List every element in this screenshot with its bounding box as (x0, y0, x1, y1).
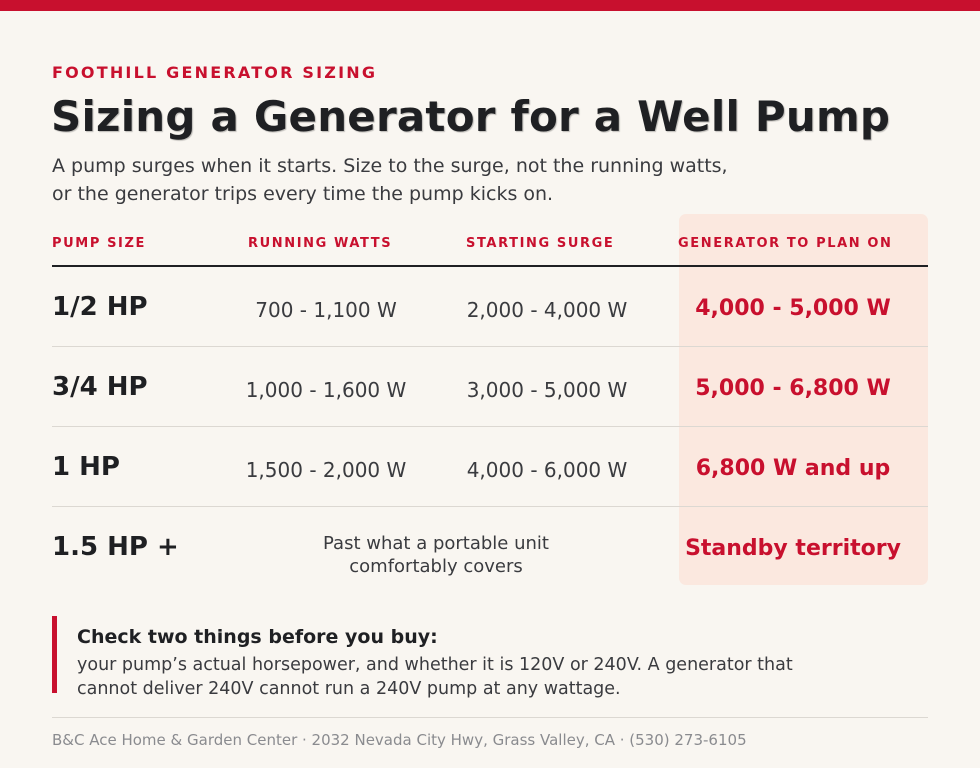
page-title: Sizing a Generator for a Well Pump (51, 92, 891, 141)
starting-surge-cell: 2,000 - 4,000 W (466, 298, 628, 322)
note-line-2: comfortably covers (349, 556, 523, 577)
eyebrow-label: FOOTHILL GENERATOR SIZING (52, 63, 378, 82)
callout-line-2: cannot deliver 240V cannot run a 240V pump at any wattage. (77, 679, 621, 699)
running-watts-cell: 1,000 - 1,600 W (245, 378, 407, 402)
pump-size-cell: 3/4 HP (52, 372, 148, 402)
generator-plan-cell: 5,000 - 6,800 W (695, 376, 891, 401)
top-accent-bar (0, 0, 980, 11)
row-divider (52, 426, 928, 427)
callout-heading: Check two things before you buy: (77, 626, 438, 648)
column-header-starting-surge: STARTING SURGE (466, 236, 615, 251)
column-header-generator-plan: GENERATOR TO PLAN ON (678, 236, 893, 251)
row-divider (52, 506, 928, 507)
row-divider (52, 346, 928, 347)
column-header-running-watts: RUNNING WATTS (248, 236, 393, 251)
generator-plan-cell: 6,800 W and up (695, 456, 891, 481)
column-header-pump-size: PUMP SIZE (52, 236, 146, 251)
page-subtitle (52, 152, 852, 208)
portable-limit-note (300, 532, 572, 578)
note-line-1: Past what a portable unit (323, 533, 549, 554)
callout-line-1: your pump’s actual horsepower, and whether it is 120V or 240V. A generator that (77, 655, 793, 675)
header-divider (52, 265, 928, 267)
generator-plan-cell: Standby territory (685, 536, 901, 561)
generator-plan-cell: 4,000 - 5,000 W (695, 296, 891, 321)
starting-surge-cell: 3,000 - 5,000 W (466, 378, 628, 402)
pump-size-cell: 1 HP (52, 452, 120, 482)
store-footer: B&C Ace Home & Garden Center · 2032 Nevada City Hwy, Grass Valley, CA · (530) 273-6105 (52, 731, 747, 749)
footer-divider (52, 717, 928, 718)
running-watts-cell: 700 - 1,100 W (255, 298, 397, 322)
subtitle-line-1: A pump surges when it starts. Size to the surge, not the running watts, (52, 155, 728, 177)
callout-body (77, 653, 857, 701)
starting-surge-cell: 4,000 - 6,000 W (466, 458, 628, 482)
callout-accent-bar (52, 616, 57, 693)
subtitle-line-2: or the generator trips every time the pump kicks on. (52, 183, 554, 205)
pump-size-cell: 1/2 HP (52, 292, 148, 322)
running-watts-cell: 1,500 - 2,000 W (245, 458, 407, 482)
pump-size-cell: 1.5 HP + (52, 532, 179, 562)
